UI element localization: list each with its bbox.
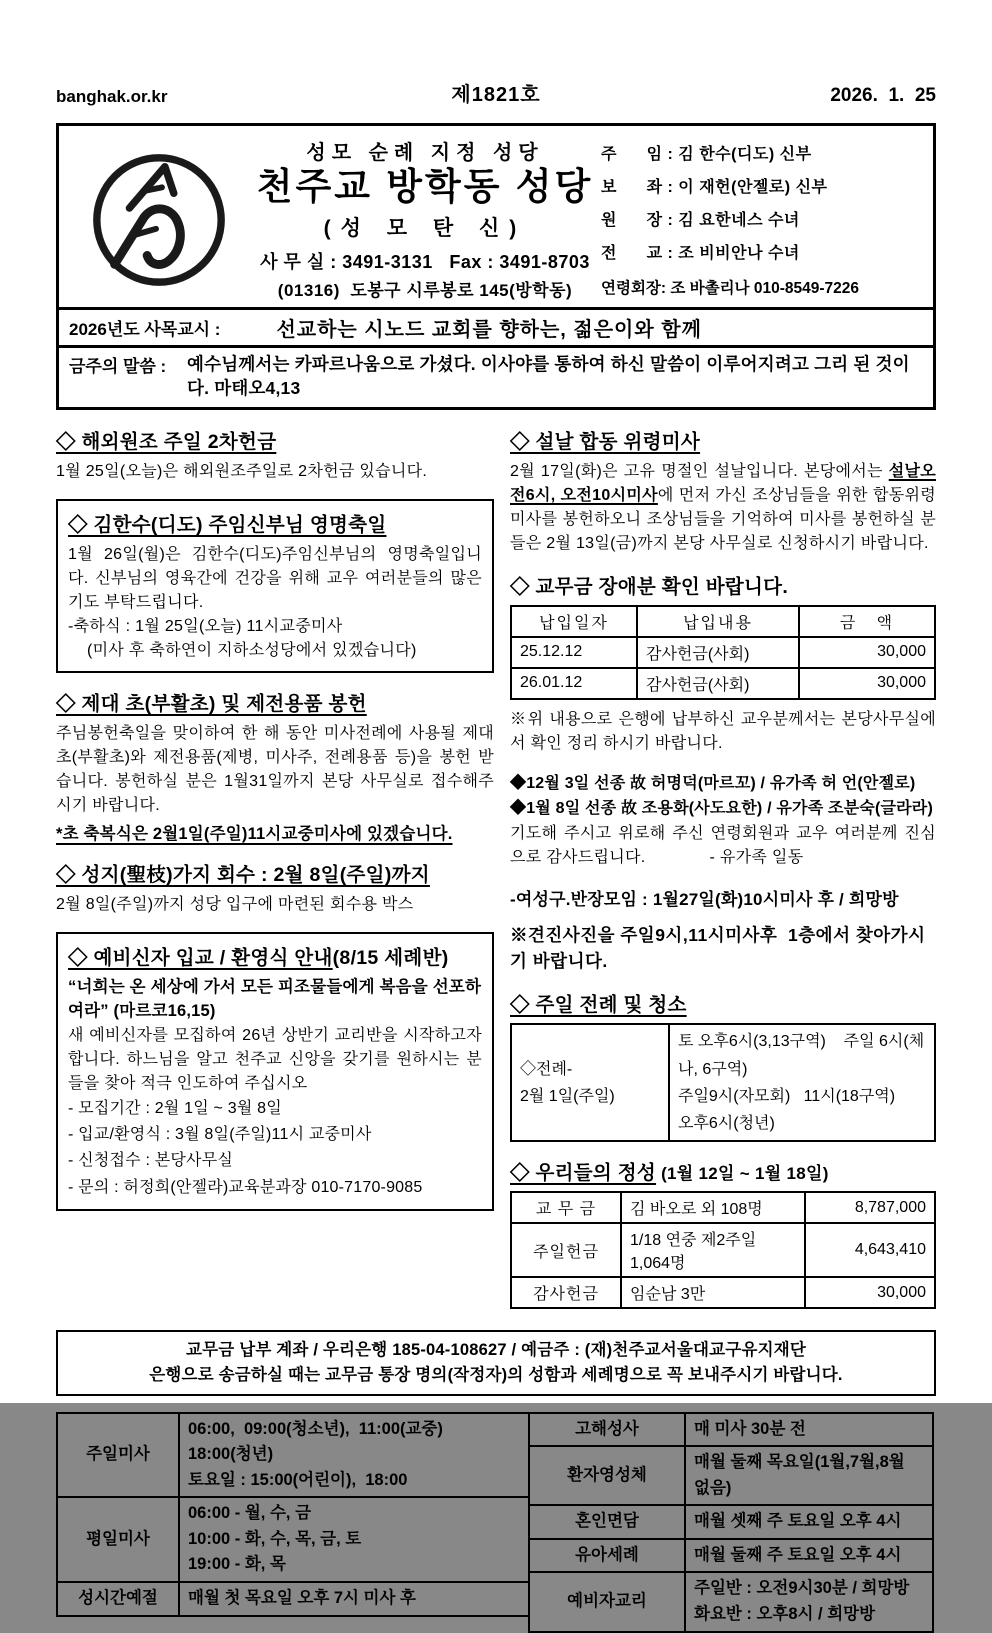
right-column bbox=[510, 426, 936, 1324]
parish-address: (01316) 도봉구 시루봉로 145(방학동) bbox=[277, 280, 573, 300]
header-top bbox=[59, 126, 933, 307]
office-phone: 사 무 실 : 3491-3131 Fax : 3491-8703 bbox=[260, 251, 590, 272]
dues-table bbox=[510, 605, 936, 700]
catechumen-item-welcome: - 입교/환영식 : 3월 8일(주일)11시 교중미사 bbox=[68, 1125, 372, 1143]
section-catechumen bbox=[56, 932, 494, 1211]
section-title bbox=[510, 1157, 936, 1185]
newyear-body-post: 에 먼저 가신 조상님들을 위한 합동위령미사를 봉헌하오니 조상님들을 기억하여 미사를 봉헌하실 분들은 2월 13일(금)까지 본당 사무실로 신청하시기 바랍니다. bbox=[510, 486, 936, 552]
offering-amount: 4,643,410 bbox=[805, 1223, 935, 1277]
offerings-row bbox=[511, 1223, 935, 1277]
schedule-label: 평일미사 bbox=[57, 1497, 179, 1582]
offerings-row bbox=[511, 1277, 935, 1308]
content-columns bbox=[56, 426, 936, 1324]
liturgy-cleaning-title: ◇ 주일 전례 및 청소 bbox=[510, 994, 687, 1017]
schedule-content bbox=[685, 1413, 933, 1447]
dues-amount: 30,000 bbox=[799, 637, 935, 668]
schedule-line: 주일반 : 오전9시30분 / 희망방 bbox=[694, 1579, 910, 1598]
newyear-mass-title: ◇ 설날 합동 위령미사 bbox=[510, 430, 701, 453]
offerings-row bbox=[511, 1192, 935, 1223]
schedule-row-infant-baptism bbox=[529, 1539, 933, 1573]
overseas-aid-body: 1월 25일(오늘)은 해외원조주일로 2차헌금 있습니다. bbox=[56, 462, 428, 480]
dues-date: 26.01.12 bbox=[511, 668, 637, 699]
schedule-line: 18:00(청년) bbox=[188, 1445, 274, 1464]
dues-desc: 감사헌금(사회) bbox=[637, 637, 799, 668]
schedule-row-marriage bbox=[529, 1505, 933, 1539]
section-liturgy-cleaning bbox=[510, 989, 936, 1142]
staff-superior: 원 장 : 김 요한네스 수녀 bbox=[601, 212, 800, 229]
offering-type: 주일헌금 bbox=[511, 1223, 621, 1277]
candle-blessing-note: *초 축복식은 2월1일(주일)11시교중미사에 있겠습니다. bbox=[56, 824, 453, 843]
schedule-line: 06:00, 09:00(청소년), 11:00(교중) bbox=[188, 1419, 443, 1438]
pastoral-text: 선교하는 시노드 교회를 향하는, 젊은이와 함께 bbox=[276, 318, 702, 341]
obituary-thanks bbox=[510, 822, 936, 870]
schedule-row-sick-communion bbox=[529, 1446, 933, 1505]
schedule-label: 예비자교리 bbox=[529, 1572, 685, 1631]
staff-assistant: 보 좌 : 이 재헌(안젤로) 신부 bbox=[601, 179, 828, 196]
header-box bbox=[56, 123, 936, 410]
schedule-line: 19:00 - 화, 목 bbox=[188, 1555, 286, 1574]
dues-row bbox=[511, 668, 935, 699]
dues-header-date: 납입일자 bbox=[511, 606, 637, 637]
offering-desc: 김 바오로 외 108명 bbox=[621, 1192, 805, 1223]
cleaning-row bbox=[511, 1024, 935, 1141]
catechumen-item-apply: - 신청접수 : 본당사무실 bbox=[68, 1152, 234, 1170]
schedule-row-sunday-mass bbox=[57, 1413, 529, 1498]
schedule-content bbox=[685, 1572, 933, 1631]
dues-amount: 30,000 bbox=[799, 668, 935, 699]
cleaning-line2: 주일9시(자모회) 11시(18구역) 오후6시(청년) bbox=[678, 1087, 913, 1132]
catechumen-title-suffix: (8/15 세례반) bbox=[332, 946, 449, 969]
section-title bbox=[56, 426, 494, 454]
offering-type: 감사헌금 bbox=[511, 1277, 621, 1308]
schedule-label: 성시간예절 bbox=[57, 1582, 179, 1616]
section-feast-day bbox=[56, 499, 494, 673]
schedule-line: 매월 둘째 목요일(1월,7월,8월 없음) bbox=[694, 1453, 910, 1497]
issue-number: 제1821호 bbox=[451, 84, 541, 106]
offerings-table bbox=[510, 1191, 936, 1309]
obituary-thanks-text: 기도해 주시고 위로해 주신 연령회원과 교우 여러분께 진심으로 감사드립니다. bbox=[510, 824, 936, 866]
site-url: banghak.or.kr bbox=[56, 87, 168, 106]
women-leaders-meeting: -여성구.반장모임 : 1월27일(화)10시미사 후 / 희망방 bbox=[510, 889, 899, 909]
parish-logo bbox=[69, 134, 249, 301]
schedule-label: 주일미사 bbox=[57, 1413, 179, 1498]
section-lunar-newyear-mass bbox=[510, 426, 936, 556]
weekly-word-label: 금주의 말씀 : bbox=[69, 356, 167, 376]
parish-title: 천주교 방학동 성당 bbox=[256, 166, 594, 207]
section-title bbox=[56, 859, 494, 887]
schedule-line: 매 미사 30분 전 bbox=[694, 1419, 806, 1438]
dues-note: ※위 내용으로 은행에 납부하신 교우분께서는 본당사무실에서 확인 정리 하시기 바랍니다. bbox=[510, 710, 936, 752]
palm-collection-body: 2월 8일(주일)까지 성당 입구에 마련된 회수용 박스 bbox=[56, 895, 414, 913]
dues-desc: 감사헌금(사회) bbox=[637, 668, 799, 699]
cleaning-label-line2: 2월 1일(주일) bbox=[520, 1087, 615, 1105]
catechumen-body: 새 예비신자를 모집하여 26년 상반기 교리반을 시작하고자 합니다. 하느님을 알고 천주교 신앙을 갖기를 원하시는 분들을 찾아 적극 인도하여 주십시오 bbox=[68, 1026, 482, 1092]
parish-logo-icon bbox=[85, 143, 233, 291]
dues-check-title: ◇ 교무금 장애분 확인 바랍니다. bbox=[510, 575, 789, 598]
newyear-body-bold: 설날오전6시, 오전10시미사 bbox=[510, 462, 936, 504]
issue-date: 2026. 1. 25 bbox=[830, 85, 936, 106]
feast-day-title: ◇ 김한수(디도) 주임신부님 영명축일 bbox=[68, 513, 387, 536]
section-notices bbox=[510, 885, 936, 975]
section-palm-collection bbox=[56, 859, 494, 917]
schedule-line: 매월 둘째 주 토요일 오후 4시 bbox=[694, 1545, 902, 1564]
schedule-content bbox=[685, 1539, 933, 1573]
dues-header-row bbox=[511, 606, 935, 637]
newyear-body-pre: 2월 17일(화)은 고유 명절인 설날입니다. 본당에서는 bbox=[510, 462, 889, 480]
offering-amount: 30,000 bbox=[805, 1277, 935, 1308]
schedule-row-catechism bbox=[529, 1572, 933, 1631]
bank-instruction-line: 은행으로 송금하실 때는 교무금 통장 명의(작정자)의 성함과 세례명으로 꼭 보내주시기 바랍니다. bbox=[149, 1365, 843, 1384]
schedule-label: 유아세례 bbox=[529, 1539, 685, 1573]
schedule-line: 매월 셋째 주 토요일 오후 4시 bbox=[694, 1512, 902, 1531]
newyear-mass-body bbox=[510, 460, 936, 556]
obituary-line-1: ◆12월 3일 선종 故 허명덕(마르꼬) / 유가족 허 언(안젤로) bbox=[510, 774, 916, 792]
cleaning-label-line1: ◇전례- bbox=[520, 1060, 573, 1078]
schedule-row-weekday-mass bbox=[57, 1497, 529, 1582]
header-staff bbox=[601, 134, 923, 301]
dues-date: 25.12.12 bbox=[511, 637, 637, 668]
offerings-period: (1월 12일 ~ 1월 18일) bbox=[656, 1164, 829, 1184]
section-title bbox=[510, 989, 936, 1017]
section-title bbox=[68, 509, 482, 537]
schedule-label: 고해성사 bbox=[529, 1413, 685, 1447]
section-title bbox=[56, 688, 494, 716]
cleaning-label-cell bbox=[511, 1024, 669, 1141]
mass-schedule-left bbox=[56, 1412, 530, 1617]
cleaning-table bbox=[510, 1023, 936, 1142]
schedule-line: 10:00 - 화, 수, 목, 금, 토 bbox=[188, 1529, 362, 1548]
section-dues-check bbox=[510, 571, 936, 756]
offering-desc: 임순남 3만 bbox=[621, 1277, 805, 1308]
overseas-aid-title: ◇ 해외원조 주일 2차헌금 bbox=[56, 430, 277, 453]
schedule-content bbox=[179, 1582, 529, 1616]
section-altar-candles bbox=[56, 688, 494, 844]
schedule-line: 화요반 : 오후8시 / 희망방 bbox=[694, 1605, 876, 1623]
schedule-label: 혼인면담 bbox=[529, 1505, 685, 1539]
palm-collection-title: ◇ 성지(聖枝)가지 회수 : 2월 8일(주일)까지 bbox=[56, 863, 430, 886]
obituary-line-2: ◆1월 8일 선종 故 조용화(사도요한) / 유가족 조분숙(글라라) bbox=[510, 800, 933, 818]
mass-schedule bbox=[56, 1412, 936, 1633]
section-obituary bbox=[510, 771, 936, 870]
catechumen-item-contact: - 문의 : 허정희(안젤라)교육분과장 010-7170-9085 bbox=[68, 1178, 423, 1196]
feast-day-line1: -축하식 : 1월 25일(오늘) 11시교중미사 bbox=[68, 617, 343, 635]
feast-day-line2: (미사 후 축하연이 지하소성당에서 있겠습니다) bbox=[68, 641, 417, 659]
catechumen-quote: “너희는 온 세상에 가서 모든 피조물들에게 복음을 선포하여라” (마르코16,15) bbox=[68, 977, 482, 1020]
offerings-title: ◇ 우리들의 정성 bbox=[510, 1162, 657, 1185]
left-column bbox=[56, 426, 494, 1324]
dues-header-desc: 납입내용 bbox=[637, 606, 799, 637]
section-title bbox=[510, 426, 936, 454]
schedule-row-confession bbox=[529, 1413, 933, 1447]
staff-missionary: 전 교 : 조 비비안나 수녀 bbox=[601, 245, 800, 262]
pastoral-directive-row bbox=[59, 307, 933, 345]
schedule-content bbox=[179, 1497, 529, 1582]
schedule-content bbox=[179, 1413, 529, 1498]
catechumen-item-period: - 모집기간 : 2월 1일 ~ 3월 8일 bbox=[68, 1099, 282, 1117]
section-overseas-aid bbox=[56, 426, 494, 484]
cleaning-line1: 토 오후6시(3,13구역) 주일 6시(체나, 6구역) bbox=[678, 1033, 925, 1078]
offering-desc: 1/18 연중 제2주일 1,064명 bbox=[621, 1223, 805, 1277]
schedule-row-holy-hour bbox=[57, 1582, 529, 1616]
section-title bbox=[68, 942, 482, 970]
offering-type: 교 무 금 bbox=[511, 1192, 621, 1223]
schedule-content bbox=[685, 1446, 933, 1505]
bank-account-line: 교무금 납부 계좌 / 우리은행 185-04-108627 / 예금주 : (재)천주교서울대교구유지재단 bbox=[186, 1341, 806, 1360]
altar-candles-body: 주님봉헌축일을 맞이하여 한 해 동안 미사전례에 사용될 제대 초(부활초)와 제전용품(제병, 미사주, 전례용품 등)을 봉헌 받습니다. 봉헌하실 분은 1월31일까지 본당 사무실로 접수해주시기 바랍니다. bbox=[56, 724, 494, 814]
cleaning-content-cell bbox=[669, 1024, 935, 1141]
confirmation-photo-notice: ※견진사진을 주일9시,11시미사후 1층에서 찾아가시기 바랍니다. bbox=[510, 924, 926, 972]
header-center bbox=[249, 134, 601, 301]
dues-row bbox=[511, 637, 935, 668]
weekly-word-text: 예수님께서는 카파르나움으로 가셨다. 이사야를 통하여 하신 말씀이 이루어지려고 그리 된 것이다. 마태오4,13 bbox=[187, 353, 910, 399]
offering-amount: 8,787,000 bbox=[805, 1192, 935, 1223]
section-offerings bbox=[510, 1157, 936, 1309]
schedule-line: 매월 첫 목요일 오후 7시 미사 후 bbox=[188, 1589, 416, 1607]
dues-header-amount: 금 액 bbox=[799, 606, 935, 637]
bank-account-box bbox=[56, 1330, 936, 1396]
pilgrim-label: 성모 순례 지정 성당 bbox=[306, 142, 544, 164]
weekly-word-row bbox=[59, 345, 933, 407]
altar-candles-title: ◇ 제대 초(부활초) 및 제전용품 봉헌 bbox=[56, 692, 367, 715]
schedule-content bbox=[685, 1505, 933, 1539]
catechumen-title: ◇ 예비신자 입교 / 환영식 안내 bbox=[68, 946, 333, 969]
masthead bbox=[56, 78, 936, 107]
schedule-line: 06:00 - 월, 수, 금 bbox=[188, 1504, 312, 1523]
mass-schedule-right bbox=[528, 1412, 934, 1633]
parish-subname: (성 모 탄 신) bbox=[323, 216, 527, 240]
feast-day-body: 1월 26일(월)은 김한수(디도)주임신부님의 영명축일입니다. 신부님의 영육간에 건강을 위해 교우 여러분들의 많은 기도 부탁드립니다. bbox=[68, 545, 482, 611]
schedule-line: 토요일 : 15:00(어린이), 18:00 bbox=[188, 1470, 408, 1489]
obituary-signature: - 유가족 일동 bbox=[709, 848, 804, 866]
purgatorial-society-president: 연령회장: 조 바촐리나 010-8549-7226 bbox=[601, 280, 859, 297]
staff-pastor: 주 임 : 김 한수(디도) 신부 bbox=[601, 146, 812, 163]
schedule-label: 환자영성체 bbox=[529, 1446, 685, 1505]
pastoral-label: 2026년도 사목교시 : bbox=[69, 319, 221, 339]
